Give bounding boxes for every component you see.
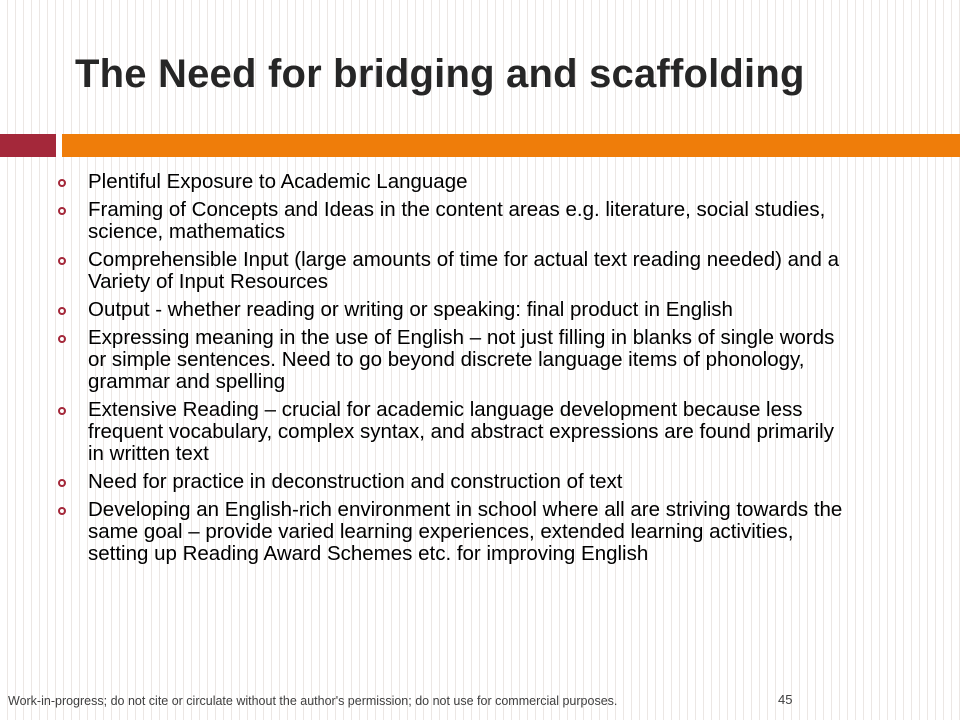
hollow-circle-bullet-icon <box>58 507 66 515</box>
bullet-item <box>58 299 848 321</box>
bullet-list <box>58 171 848 571</box>
hollow-circle-bullet-icon <box>58 479 66 487</box>
bullet-item <box>58 399 848 465</box>
hollow-circle-bullet-icon <box>58 179 66 187</box>
bullet-item <box>58 499 848 565</box>
bullet-text: Output - whether reading or writing or speaking: final product in English <box>88 298 733 321</box>
bullet-item <box>58 471 848 493</box>
page-number: 45 <box>778 692 793 707</box>
footer-disclaimer: Work-in-progress; do not cite or circulate without the author's permission; do not use for commercial purposes. <box>8 694 618 708</box>
bullet-item <box>58 327 848 393</box>
bullet-text: Expressing meaning in the use of English – not just filling in blanks of single words or simple sentences. Need to go beyond discrete language items of phonology, grammar and spelling <box>88 326 835 393</box>
hollow-circle-bullet-icon <box>58 335 66 343</box>
bullet-item <box>58 249 848 293</box>
bullet-text: Developing an English-rich environment in school where all are striving towards the same goal – provide varied learning experiences, extended learning activities, setting up Reading Award Schemes etc. for improving English <box>88 498 843 565</box>
bullet-text: Comprehensible Input (large amounts of time for actual text reading needed) and a Variety of Input Resources <box>88 248 839 293</box>
hollow-circle-bullet-icon <box>58 307 66 315</box>
hollow-circle-bullet-icon <box>58 257 66 265</box>
bullet-item <box>58 171 848 193</box>
bullet-text: Framing of Concepts and Ideas in the content areas e.g. literature, social studies, science, mathematics <box>88 198 826 243</box>
title-accent-bar-left <box>0 134 56 157</box>
hollow-circle-bullet-icon <box>58 207 66 215</box>
bullet-text: Extensive Reading – crucial for academic language development because less frequent vocabulary, complex syntax, and abstract expressions are found primarily in written text <box>88 398 834 465</box>
bullet-text: Need for practice in deconstruction and construction of text <box>88 470 623 493</box>
bullet-text: Plentiful Exposure to Academic Language <box>88 170 468 193</box>
slide-title: The Need for bridging and scaffolding <box>75 52 805 96</box>
title-accent-bar-right <box>62 134 960 157</box>
bullet-item <box>58 199 848 243</box>
hollow-circle-bullet-icon <box>58 407 66 415</box>
